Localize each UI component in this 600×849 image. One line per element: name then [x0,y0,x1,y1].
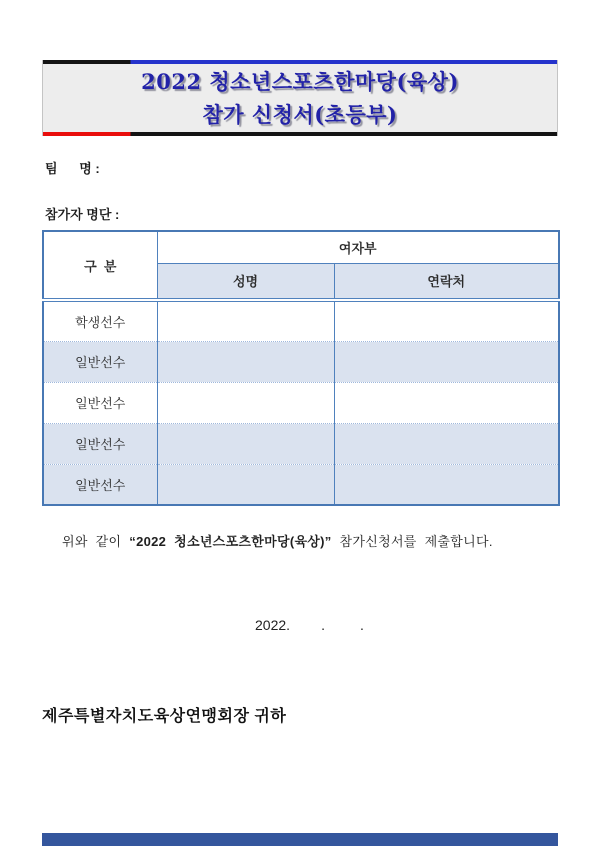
table-row [43,341,559,382]
column-header-category: 구 분 [43,231,157,300]
title-top-rule [43,60,557,64]
column-header-group: 여자부 [157,231,559,263]
table-row [43,464,559,505]
row-name-cell [157,423,334,464]
statement-suffix: 참가신청서를 제출합니다. [331,534,493,549]
form-title-line1: 2022 청소년스포츠한마당(육상) [141,69,459,94]
row-category-cell: 일반선수 [43,464,157,505]
column-header-name: 성명 [157,263,334,300]
row-name-cell [157,382,334,423]
row-category-cell: 일반선수 [43,341,157,382]
row-contact-cell [334,341,559,382]
table-row [43,300,559,341]
row-contact-cell [334,382,559,423]
row-name-cell [157,464,334,505]
statement-prefix: 위와 같이 [62,534,130,549]
form-title-box [42,60,558,136]
row-contact-cell [334,464,559,505]
row-category-cell: 일반선수 [43,382,157,423]
roster-table-body [43,300,559,505]
roster-label: 참가자 명단 : [45,207,120,222]
row-category-cell: 학생선수 [43,300,157,341]
row-category-cell: 일반선수 [43,423,157,464]
form-title-line2: 참가 신청서(초등부) [202,102,398,127]
date-line: 2022. . . [255,617,364,633]
row-name-cell [157,341,334,382]
table-row [43,382,559,423]
recipient-line: 제주특별자치도육상연맹회장 귀하 [42,708,287,725]
row-contact-cell [334,423,559,464]
title-bottom-rule [43,132,557,136]
roster-table [42,230,560,506]
footer-rule [42,833,558,846]
table-row [43,423,559,464]
team-name-label: 팀 명 : [45,161,100,176]
row-contact-cell [334,300,559,341]
column-header-contact: 연락처 [334,263,559,300]
submission-statement [62,531,493,550]
statement-quoted: “2022 청소년스포츠한마당(육상)” [129,534,332,549]
row-name-cell [157,300,334,341]
